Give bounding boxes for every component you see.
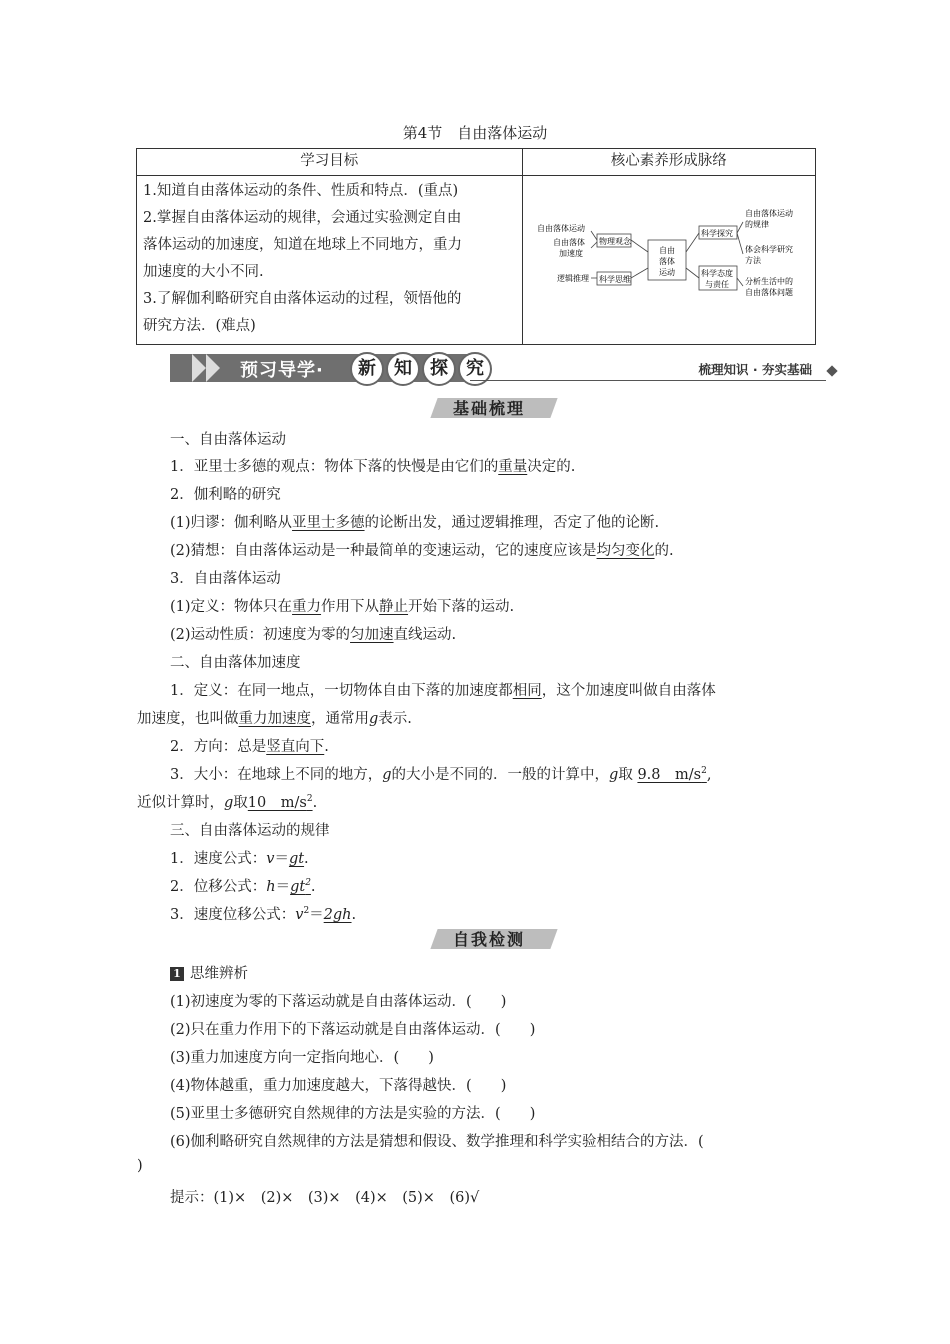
map-node-logic: 逻辑推理 xyxy=(556,274,589,283)
goal-line: 3.了解伽利略研究自由落体运动的过程，领悟他的 xyxy=(143,291,462,307)
chevron-icon xyxy=(206,354,220,382)
col-header-goals: 学习目标 xyxy=(137,149,523,176)
text-line: 加速度，也叫做重力加速度，通常用g表示. xyxy=(137,711,412,727)
diamond-icon xyxy=(826,365,837,376)
map-node-accel-1: 自由落体 xyxy=(552,238,585,247)
question-item: (6)伽利略研究自然规律的方法是猜想和假设、数学推理和科学实验相结合的方法．( xyxy=(170,1134,704,1150)
map-node-r3a: 分析生活中的 xyxy=(744,277,793,286)
banner-bubble: 探 xyxy=(422,352,456,386)
text-line: 2．方向：总是竖直向下. xyxy=(170,739,329,755)
formula-displacement: 2．位移公式：$h=gt^2$. xyxy=(170,878,316,895)
page-title: 第4节 自由落体运动 xyxy=(402,124,548,142)
text-line: (1)定义：物体只在重力作用下从静止开始下落的运动. xyxy=(170,599,515,615)
map-node-r3b: 自由落体问题 xyxy=(744,288,793,297)
banner-rule xyxy=(470,380,826,381)
chevron-icon xyxy=(192,354,206,382)
question-item: (1)初速度为零的下落运动就是自由落体运动．( ) xyxy=(170,994,507,1010)
map-node-r1a: 自由落体运动 xyxy=(744,209,793,218)
formula-velocity-displacement: 3．速度位移公式：$v^2=2gh$. xyxy=(170,906,357,923)
map-node-thinking: 科学思维 xyxy=(598,275,631,284)
goal-line: 落体运动的加速度，知道在地球上不同地方，重力 xyxy=(143,237,462,253)
map-node-attitude-2: 与责任 xyxy=(704,280,729,289)
map-node-attitude-1: 科学态度 xyxy=(700,269,733,278)
banner-bubble: 究 xyxy=(458,352,492,386)
map-node-center-1: 自由 xyxy=(658,246,675,255)
objectives-table xyxy=(136,148,816,345)
map-node-center-3: 运动 xyxy=(658,268,675,277)
section-banner xyxy=(170,350,840,386)
formula-velocity: 1．速度公式：v＝gt. xyxy=(170,851,309,867)
concept-map-cell xyxy=(522,176,815,345)
number-badge: 1 xyxy=(170,967,184,981)
map-node-r1b: 的规律 xyxy=(744,220,769,229)
text-line: 1．亚里士多德的观点：物体下落的快慢是由它们的重量决定的. xyxy=(170,459,576,475)
concept-map xyxy=(523,176,815,340)
question-item: (2)只在重力作用下的下落运动就是自由落体运动．( ) xyxy=(170,1022,536,1038)
goal-line: 1.知道自由落体运动的条件、性质和特点．(重点) xyxy=(143,183,459,199)
text-line: 近似计算时，g取10 $m/s^2$. xyxy=(137,794,318,811)
question-item: (3)重力加速度方向一定指向地心．( ) xyxy=(170,1050,434,1066)
col-header-map: 核心素养形成脉络 xyxy=(522,149,815,176)
section-tag-basics: 基础梳理 xyxy=(424,396,554,422)
map-node-inquiry: 科学探究 xyxy=(700,229,733,238)
goal-line: 加速度的大小不同. xyxy=(143,264,264,280)
heading-1: 一、自由落体运动 xyxy=(170,432,286,448)
text-line: 3．自由落体运动 xyxy=(170,571,281,587)
map-node-accel-2: 加速度 xyxy=(558,249,583,258)
goal-line: 研究方法．(难点) xyxy=(143,318,256,334)
banner-bubble: 知 xyxy=(386,352,420,386)
banner-right-label: 梳理知识 · 夯实基础 xyxy=(698,362,812,377)
map-node-concept: 物理观念 xyxy=(598,237,631,246)
text-line: 1．定义：在同一地点，一切物体自由下落的加速度都相同，这个加速度叫做自由落体 xyxy=(170,683,716,699)
map-node-center-2: 落体 xyxy=(658,257,675,266)
question-item: (5)亚里士多德研究自然规律的方法是实验的方法．( ) xyxy=(170,1106,536,1122)
text-line: 3．大小：在地球上不同的地方，g的大小是不同的．一般的计算中，g取 9.8 $m/s^2$, xyxy=(170,766,712,783)
answer-hint: 提示：(1)× (2)× (3)× (4)× (5)× (6)√ xyxy=(170,1190,480,1206)
text-line: 2．伽利略的研究 xyxy=(170,487,281,503)
question-item: (4)物体越重，重力加速度越大，下落得越快．( ) xyxy=(170,1078,507,1094)
text-line: (2)猜想：自由落体运动是一种最简单的变速运动，它的速度应该是均匀变化的. xyxy=(170,543,674,559)
question-item-cont: ) xyxy=(137,1158,143,1174)
section-tag-selftest: 自我检测 xyxy=(424,927,554,953)
map-node-freefall: 自由落体运动 xyxy=(536,224,585,233)
heading-3: 三、自由落体运动的规律 xyxy=(170,823,330,839)
text-line: (2)运动性质：初速度为零的匀加速直线运动. xyxy=(170,627,457,643)
banner-label: 预习导学· xyxy=(240,360,324,381)
heading-2: 二、自由落体加速度 xyxy=(170,655,301,671)
map-node-r2b: 方法 xyxy=(744,256,761,265)
text-line: (1)归谬：伽利略从亚里士多德的论断出发，通过逻辑推理，否定了他的论断. xyxy=(170,515,660,531)
question-heading: 1 思维辨析 xyxy=(170,962,248,983)
map-node-r2a: 体会科学研究 xyxy=(744,245,793,254)
goal-line: 2.掌握自由落体运动的规律，会通过实验测定自由 xyxy=(143,210,462,226)
goals-cell xyxy=(137,176,523,345)
banner-bubble: 新 xyxy=(350,352,384,386)
